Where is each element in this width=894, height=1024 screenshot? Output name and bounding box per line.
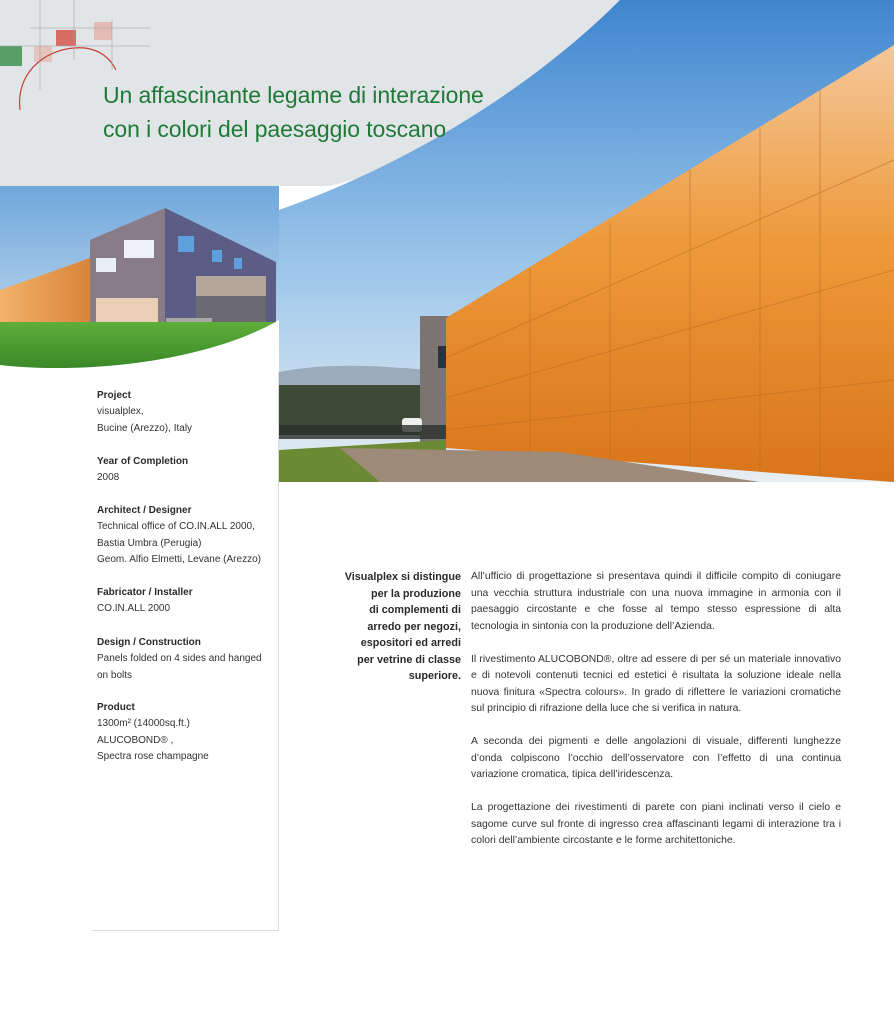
lead-line: per vetrine di classe	[357, 653, 461, 666]
spec-label: Architect / Designer	[97, 505, 192, 516]
title-line-1: Un affascinante legame di interazione	[103, 82, 484, 108]
spec-value: Spectra rose champagne	[97, 751, 209, 763]
paragraph: Il rivestimento ALUCOBOND®, oltre ad essere di per sé un materiale innovativo e di notevoli contenuti tecnici ed estetici è risultata la soluzione ideale nella nuova finitura «Spectra colours». In grado di riflettere le variazioni cromatiche sul principio di rifrazione della luce che si verifica in natura.	[471, 653, 841, 714]
lead-line: per la produzione	[371, 587, 461, 600]
spec-value: Panels folded on 4 sides and hanged	[97, 653, 262, 665]
project-specs-panel	[92, 372, 279, 931]
title-line-2: con i colori del paesaggio toscano	[103, 116, 447, 142]
building-photo	[0, 186, 279, 386]
spec-label: Design / Construction	[97, 637, 201, 648]
spec-product	[97, 700, 277, 766]
spec-label: Fabricator / Installer	[97, 587, 193, 598]
paragraph: All’ufficio di progettazione si presentava quindi il difficile compito di coniugare una vecchia struttura industriale con una nuova immagine in armonia con il paesaggio circostante e che fosse al tempo stesso espressione di alta tecnologia in sintonia con la produzione dell’Azienda.	[471, 571, 841, 632]
body-text	[471, 569, 841, 866]
spec-label: Product	[97, 702, 135, 713]
spec-value: Geom. Alfio Elmetti, Levane (Arezzo)	[97, 554, 261, 566]
spec-label: Year of Completion	[97, 456, 189, 467]
spec-value: CO.IN.ALL 2000	[97, 603, 171, 615]
spec-value: visualplex,	[97, 406, 144, 418]
lead-line: espositori ed arredi	[360, 637, 461, 649]
spec-value: ALUCOBOND® ,	[97, 734, 174, 746]
lead-text	[320, 569, 461, 685]
lead-line: arredo per negozi,	[367, 620, 461, 633]
spec-value: on bolts	[97, 669, 133, 681]
spec-value: Bucine (Arezzo), Italy	[97, 422, 193, 434]
paragraph: A seconda dei pigmenti e delle angolazioni di visuale, differenti lunghezze d’onda colpiscono l’occhio dell’osservatore con l’effetto di una continua variazione cromatica, tipica dell’iridescenza.	[471, 736, 841, 780]
lead-line: superiore.	[408, 670, 461, 682]
spec-value: Technical office of CO.IN.ALL 2000,	[97, 521, 255, 533]
spec-project	[97, 388, 277, 437]
lead-line: Visualplex si distingue	[344, 571, 461, 583]
spec-year	[97, 454, 277, 487]
lead-line: di complementi di	[369, 604, 461, 616]
spec-design	[97, 635, 277, 684]
page-title	[103, 78, 484, 146]
spec-fabricator	[97, 585, 277, 618]
spec-value: Bastia Umbra (Perugia)	[97, 537, 202, 549]
spec-value: 2008	[97, 472, 120, 484]
paragraph: La progettazione dei rivestimenti di parete con piani inclinati verso il cielo e sagome curve sul fronte di ingresso crea affascinanti legami di interazione tra i colori dell’ambiente circostante e le forme architettoniche.	[471, 802, 841, 846]
spec-value: 1300m² (14000sq.ft.)	[97, 718, 190, 730]
spec-label: Project	[97, 390, 131, 401]
spec-architect	[97, 503, 277, 569]
